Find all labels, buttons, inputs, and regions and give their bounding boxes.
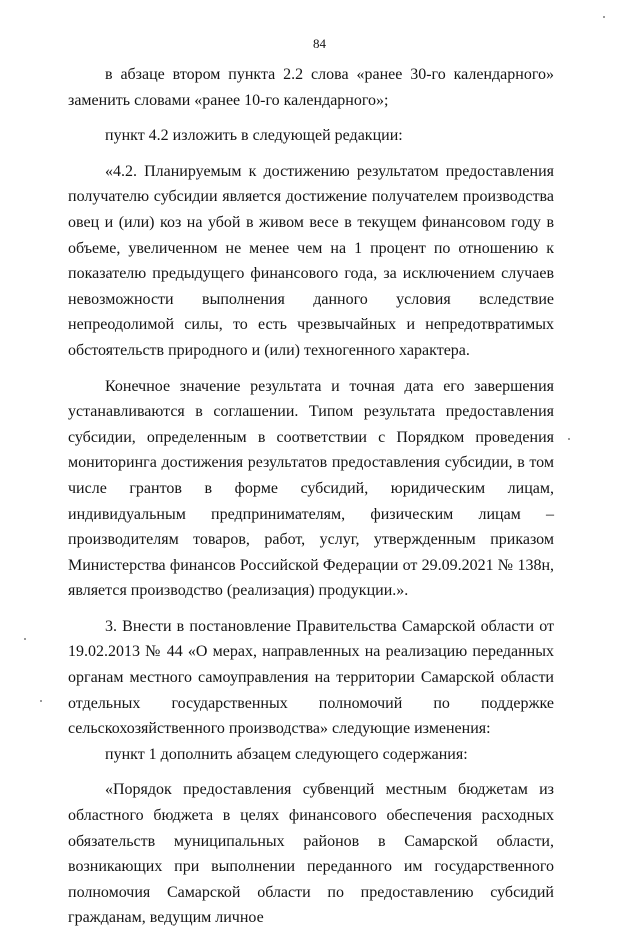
paragraph-amendment-2-2: в абзаце втором пункта 2.2 слова «ранее 30-го календарного» заменить словами «ранее 10-го календарного»; bbox=[68, 66, 554, 109]
paragraph-section-3: 3. Внести в постановление Правительства Самарской области от 19.02.2013 № 44 «О мерах, направленных на реализацию переданных органам местного самоуправления на территории Самарской области отдельных государственных полномочий по поддержке сельскохозяйственного производства» следующие изменения: bbox=[68, 617, 554, 738]
paragraph-item-1-addition: пункт 1 дополнить абзацем следующего содержания: bbox=[105, 745, 468, 763]
scan-speck bbox=[24, 638, 26, 640]
scan-speck bbox=[568, 438, 570, 440]
scan-speck bbox=[603, 16, 605, 18]
paragraph-subvention-order: «Порядок предоставления субвенций местным бюджетам из областного бюджета в целях финансового обеспечения расходных обязательств муниципальных районов в Самарской области, возникающих при выполнении переданного им государственного полномочия Самарской области по предоставлению субсидий гражданам, ведущим личное bbox=[68, 781, 554, 927]
scan-speck bbox=[40, 700, 42, 702]
paragraph-item-4-2-text: «4.2. Планируемым к достижению результатом предоставления получателю субсидии является достижение получателем производства овец и (или) коз на убой в живом весе в текущем финансовом году в объеме, увеличенном не менее чем на 1 процент по отношению к показателю предыдущего финансового года, за исключением случаев невозможности выполнения данного условия вследствие непреодолимой силы, то есть чрезвычайных и непредотвратимых обстоятельств природного и (или) техногенного характера. bbox=[68, 162, 554, 359]
document-body bbox=[68, 62, 554, 931]
paragraph-result-type: Конечное значение результата и точная дата его завершения устанавливаются в соглашении. Типом результата предоставления субсидии, определенным в соответствии с Порядком проведения мониторинга достижения результатов предоставления субсидии, в том числе грантов в форме субсидий, юридическим лицам, индивидуальным предпринимателям, физическим лицам – производителям товаров, работ, услуг, утвержденным приказом Министерства финансов Российской Федерации от 29.09.2021 № 138н, является производство (реализация) продукции.». bbox=[68, 377, 554, 600]
paragraph-item-4-2-intro: пункт 4.2 изложить в следующей редакции: bbox=[105, 127, 403, 145]
page-number: 84 bbox=[313, 36, 326, 51]
